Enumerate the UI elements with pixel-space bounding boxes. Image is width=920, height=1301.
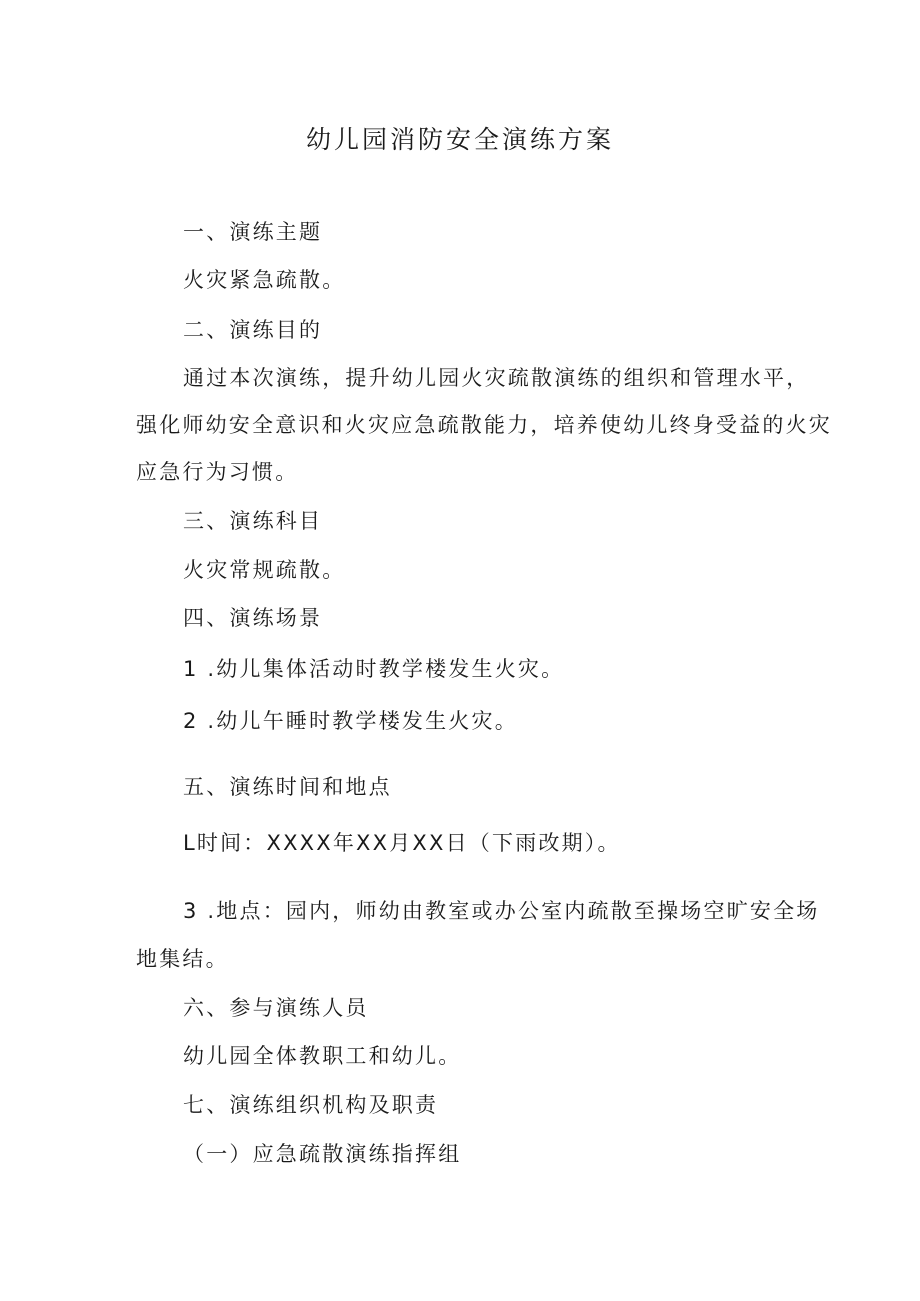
paragraph-subject: 火灾常规疏散。 bbox=[183, 558, 346, 582]
list-item-time: L时间：XXXX年XX月XX日（下雨改期）。 bbox=[183, 831, 621, 855]
paragraph-purpose-line-1: 通过本次演练，提升幼儿园火灾疏散演练的组织和管理水平， bbox=[183, 366, 810, 390]
list-item-scenario-1: 1 .幼儿集体活动时教学楼发生火灾。 bbox=[183, 657, 565, 681]
paragraph-theme: 火灾紧急疏散。 bbox=[183, 268, 346, 292]
section-heading-time-place: 五、演练时间和地点 bbox=[183, 775, 392, 799]
paragraph-purpose-line-2: 强化师幼安全意识和火灾应急疏散能力，培养使幼儿终身受益的火灾 bbox=[136, 413, 832, 437]
list-item-place-line-1: 3 .地点：园内，师幼由教室或办公室内疏散至操场空旷安全场 bbox=[183, 899, 820, 923]
list-item-scenario-2: 2 .幼儿午睡时教学楼发生火灾。 bbox=[183, 709, 518, 733]
list-item-place-line-2: 地集结。 bbox=[136, 947, 229, 971]
section-heading-organization: 七、演练组织机构及职责 bbox=[183, 1093, 439, 1117]
paragraph-purpose-line-3: 应急行为习惯。 bbox=[136, 460, 299, 484]
section-heading-participants: 六、参与演练人员 bbox=[183, 996, 369, 1020]
section-heading-scenario: 四、演练场景 bbox=[183, 606, 323, 630]
section-heading-subject: 三、演练科目 bbox=[183, 509, 323, 533]
section-heading-purpose: 二、演练目的 bbox=[183, 318, 323, 342]
paragraph-participants: 幼儿园全体教职工和幼儿。 bbox=[183, 1044, 462, 1068]
subsection-heading-command-group: （一）应急疏散演练指挥组 bbox=[183, 1142, 462, 1166]
section-heading-theme: 一、演练主题 bbox=[183, 220, 323, 244]
document-title: 幼儿园消防安全演练方案 bbox=[305, 125, 614, 154]
